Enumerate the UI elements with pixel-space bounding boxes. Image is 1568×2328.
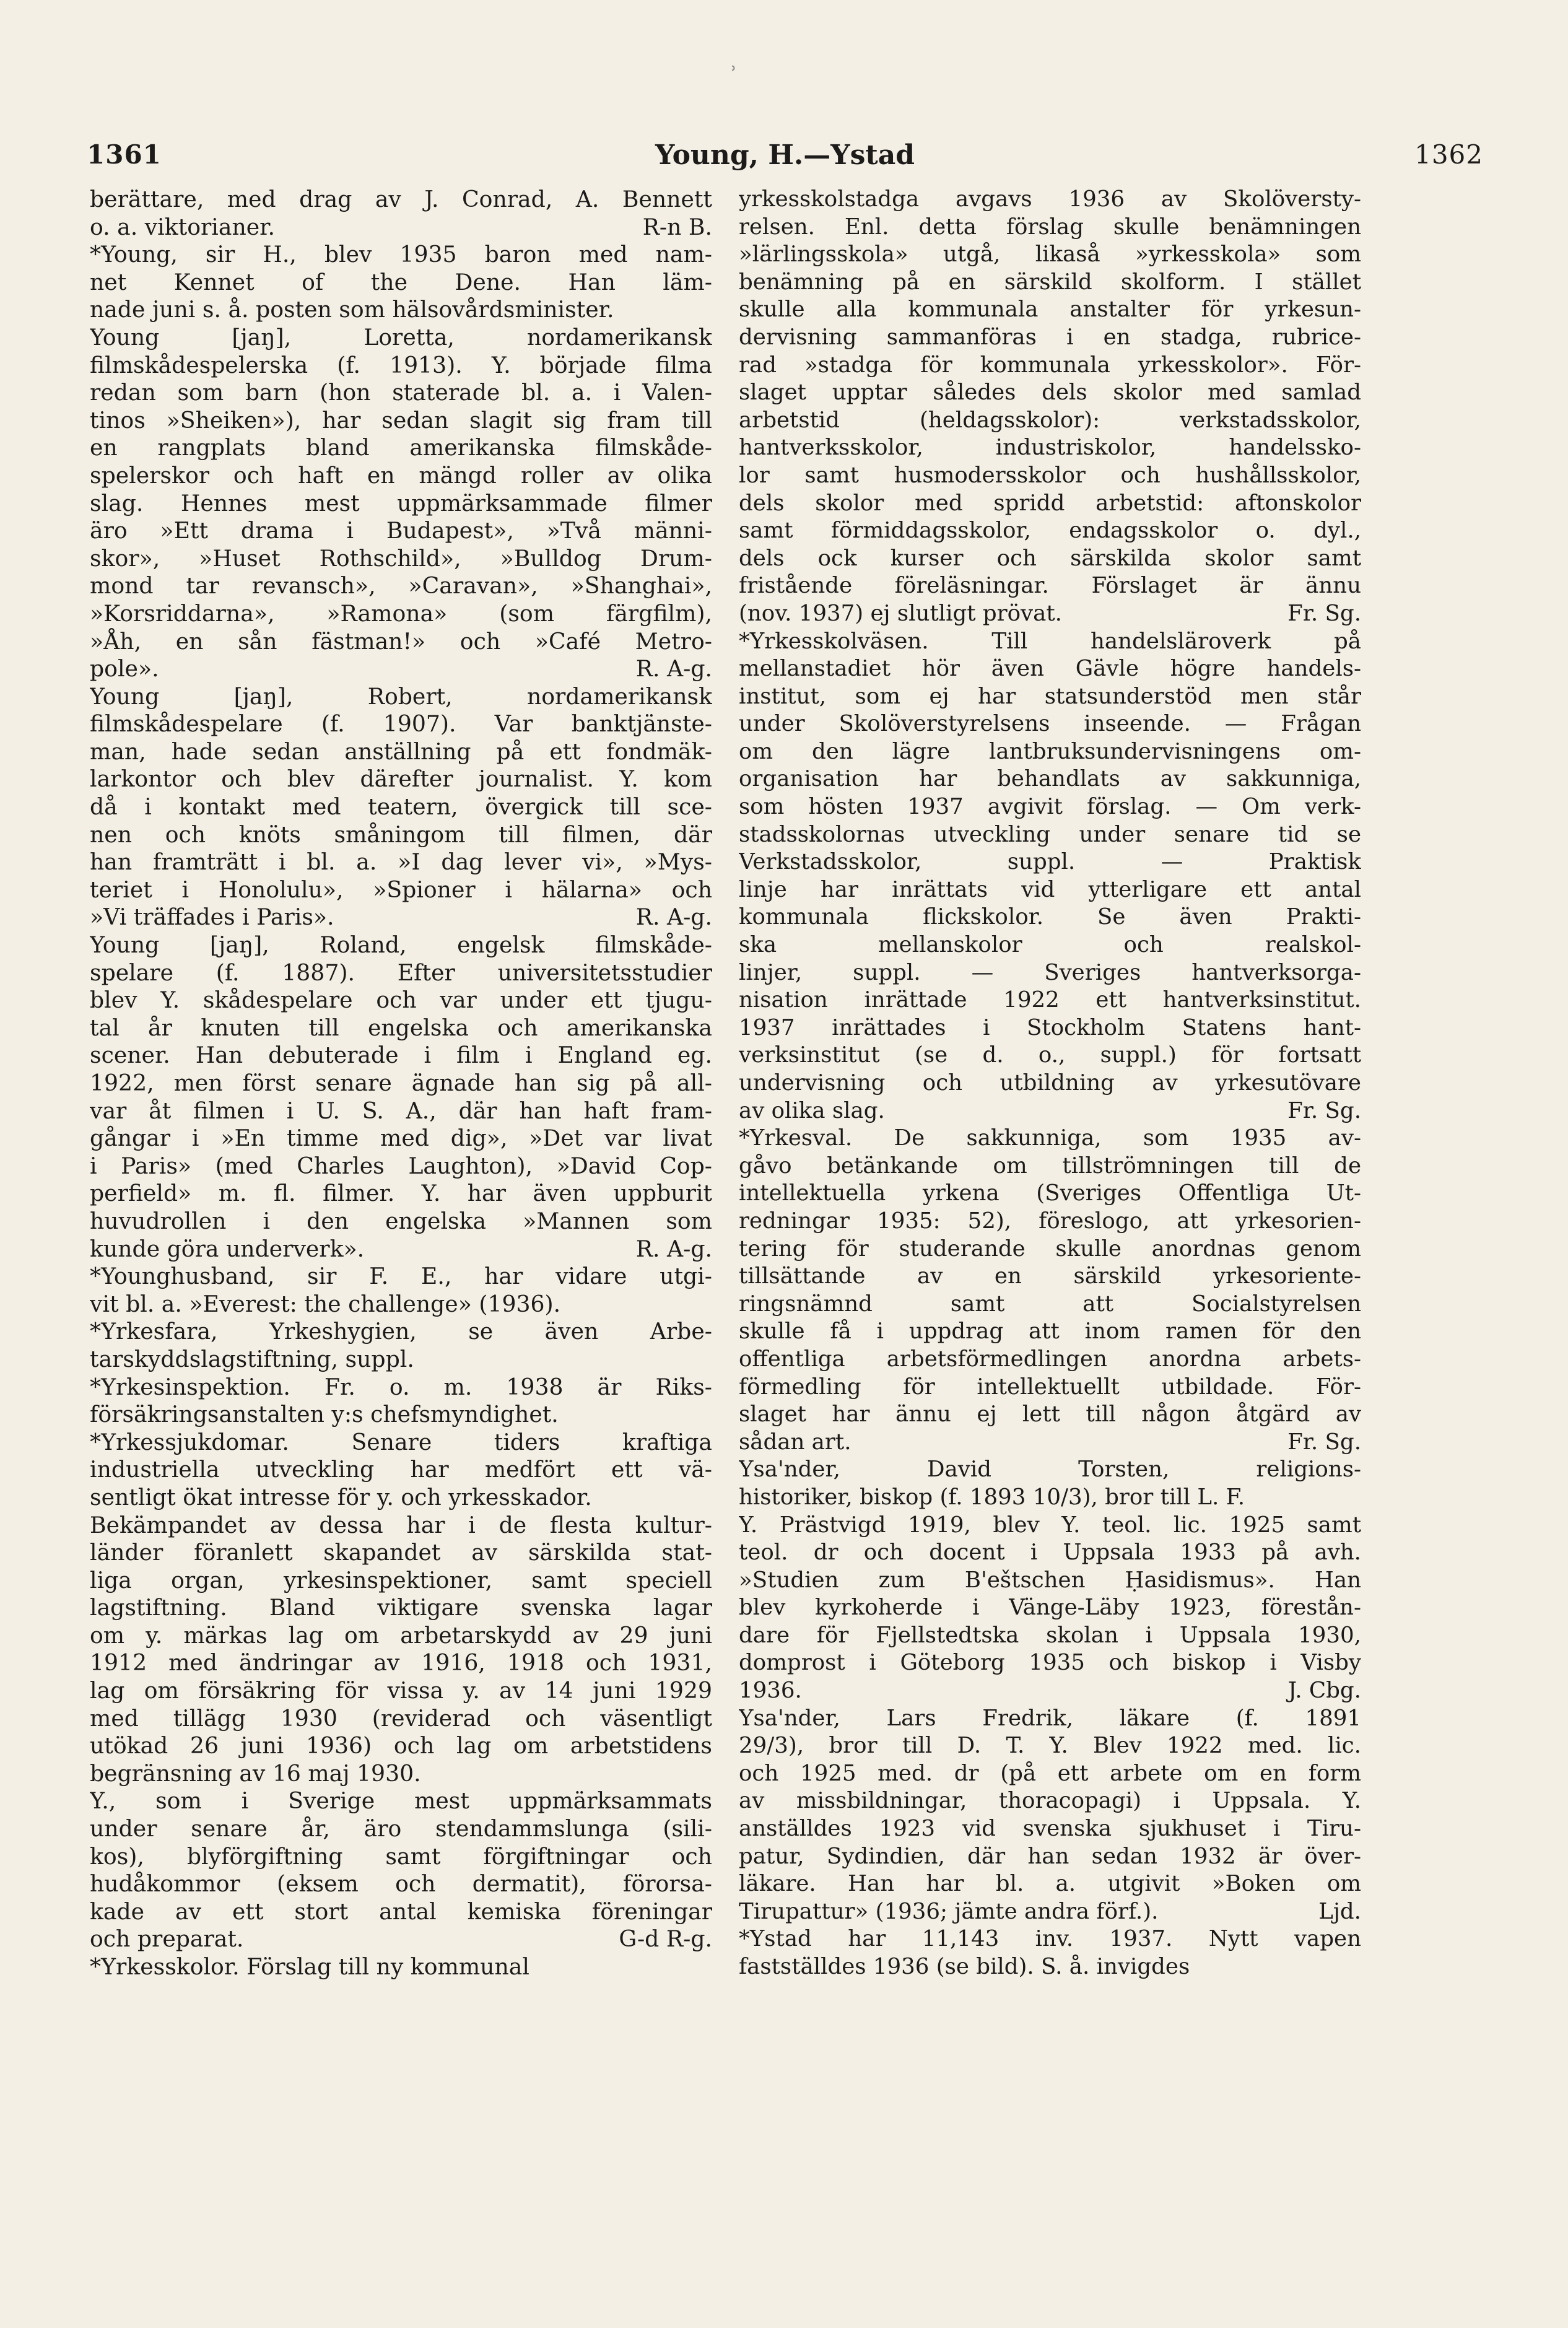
text-line: försäkringsanstalten y:s chefsmyndighet. — [90, 1401, 559, 1428]
text-fragment: o. a. viktorianer. — [90, 213, 276, 240]
text-line: tering för studerande skulle anordnas genom — [739, 1236, 1361, 1262]
text-line: skulle få i uppdrag att inom ramen för den — [739, 1319, 1361, 1345]
page-header — [87, 139, 1483, 183]
text-line: 1937 inrättades i Stockholm Statens hant- — [739, 1014, 1361, 1040]
text-line: Y. Prästvigd 1919, blev Y. teol. lic. 1925 samt — [739, 1512, 1361, 1538]
text-line — [739, 1677, 1361, 1705]
text-line: blev Y. skådespelare och var under ett tjugu- — [90, 987, 712, 1014]
text-line: Verkstadsskolor, suppl. — Praktisk — [739, 849, 1361, 875]
text-line: liga organ, yrkesinspektioner, samt speciell — [90, 1566, 712, 1593]
text-line: sentligt ökat intresse för y. och yrkesskador. — [90, 1483, 592, 1511]
text-line: organisation har behandlats av sakkunniga, — [739, 766, 1361, 792]
text-line: perfield» m. fl. filmer. Y. har även uppburit — [90, 1180, 712, 1207]
text-line: 1912 med ändringar av 1916, 1918 och 1931, — [90, 1649, 712, 1676]
text-line: linjer, suppl. — Sveriges hantverksorga- — [739, 959, 1361, 985]
text-line: då i kontakt med teatern, övergick till sce- — [90, 793, 712, 821]
text-line: huvudrollen i den engelska »Mannen som — [90, 1207, 712, 1234]
text-line: en rangplats bland amerikanska filmskåde- — [90, 434, 712, 461]
text-line: Young [jaŋ], Loretta, nordamerikansk — [90, 323, 712, 351]
text-line: *Yrkesval. De sakkunniga, som 1935 av- — [739, 1125, 1361, 1151]
text-line: verksinstitut (se d. o., suppl.) för fortsatt — [739, 1042, 1361, 1068]
text-line: scener. Han debuterade i film i England eg. — [90, 1042, 712, 1069]
text-line: Ysa'nder, David Torsten, religions- — [739, 1457, 1361, 1483]
text-line: lor samt husmodersskolor och hushållsskolor, — [739, 462, 1361, 488]
text-line — [90, 904, 712, 931]
text-line: skor», »Huset Rothschild», »Bulldog Drum- — [90, 544, 712, 572]
text-line: ska mellanskolor och realskol- — [739, 932, 1361, 958]
text-line: äro »Ett drama i Budapest», »Två männi- — [90, 517, 712, 544]
text-line: yrkesskolstadga avgavs 1936 av Skolöversty- — [739, 186, 1361, 212]
text-line: länder föranlett skapandet av särskilda stat- — [90, 1539, 712, 1566]
text-line: lag om försäkring för vissa y. av 14 juni 1929 — [90, 1677, 712, 1704]
text-line: dare för Fjellstedtska skolan i Uppsala 1930, — [739, 1622, 1361, 1648]
text-line: dels skolor med spridd arbetstid: aftonskolor — [739, 490, 1361, 516]
text-line: filmskådespelerska (f. 1913). Y. började filma — [90, 351, 712, 378]
text-line: slaget har ännu ej lett till någon åtgärd av — [739, 1402, 1361, 1428]
text-line: skulle alla kommunala anstalter för yrkesun- — [739, 297, 1361, 323]
text-line: »Korsriddarna», »Ramona» (som färgfilm), — [90, 599, 712, 627]
text-line: teol. dr och docent i Uppsala 1933 på avh. — [739, 1540, 1361, 1566]
text-line: hantverksskolor, industriskolor, handelssko- — [739, 435, 1361, 461]
text-line: *Ystad har 11,143 inv. 1937. Nytt vapen — [739, 1926, 1361, 1952]
text-line: 29/3), bror till D. T. Y. Blev 1922 med. lic. — [739, 1733, 1361, 1759]
text-line: anställdes 1923 vid svenska sjukhuset i Tiru- — [739, 1816, 1361, 1842]
text-line: undervisning och utbildning av yrkesutövare — [739, 1070, 1361, 1096]
text-line: dervisning sammanföras i en stadga, rubrice- — [739, 324, 1361, 350]
text-line: *Yrkesskolor. Förslag till ny kommunal — [90, 1953, 529, 1980]
text-line: relsen. Enl. detta förslag skulle benämningen — [739, 214, 1361, 240]
text-line: net Kennet of the Dene. Han läm- — [90, 268, 712, 295]
text-line: filmskådespelare (f. 1907). Var banktjänste- — [90, 710, 712, 738]
text-line: industriella utveckling har medfört ett vä- — [90, 1456, 712, 1483]
text-line: Young [jaŋ], Robert, nordamerikansk — [90, 682, 712, 710]
text-fragment: av olika slag. — [739, 1097, 885, 1123]
text-line: tarskyddslagstiftning, suppl. — [90, 1345, 414, 1372]
text-line: samt förmiddagsskolor, endagsskolor o. dyl., — [739, 518, 1361, 544]
text-line: med tillägg 1930 (reviderad och väsentligt — [90, 1704, 712, 1732]
text-line: Y., som i Sverige mest uppmärksammats — [90, 1787, 712, 1815]
text-line: intellektuella yrkena (Sveriges Offentliga Ut- — [739, 1180, 1361, 1206]
text-line: blev kyrkoherde i Vänge-Läby 1923, förestån- — [739, 1595, 1361, 1621]
text-line: under Skolöverstyrelsens inseende. — Frågan — [739, 711, 1361, 737]
text-line: dels ock kurser och särskilda skolor samt — [739, 545, 1361, 571]
text-line: han framträtt i bl. a. »I dag lever vi», »Mys- — [90, 848, 712, 876]
text-line: kos), blyförgiftning samt förgiftningar och — [90, 1842, 712, 1870]
text-line: gåvo betänkande om tillströmningen till de — [739, 1153, 1361, 1179]
text-line: offentliga arbetsförmedlingen anordna arbets- — [739, 1346, 1361, 1372]
text-line: *Yrkesinspektion. Fr. o. m. 1938 är Riks- — [90, 1373, 712, 1400]
text-line: nen och knöts småningom till filmen, där — [90, 821, 712, 848]
text-line: utökad 26 juni 1936) och lag om arbetstidens — [90, 1732, 712, 1759]
text-line: fristående föreläsningar. Förslaget är ännu — [739, 573, 1361, 599]
text-line: tal år knuten till engelska och amerikanska — [90, 1014, 712, 1041]
author-signature: G-d R-g. — [619, 1925, 712, 1953]
left-text-column — [90, 186, 712, 1981]
text-line — [90, 1236, 712, 1263]
text-line — [90, 214, 712, 242]
author-signature: Ljd. — [1318, 1898, 1361, 1924]
text-line: var åt filmen i U. S. A., där han haft fram- — [90, 1097, 712, 1124]
text-line: som hösten 1937 avgivit förslag. — Om verk- — [739, 794, 1361, 820]
text-line: mellanstadiet hör även Gävle högre handels- — [739, 656, 1361, 682]
text-line: begränsning av 16 maj 1930. — [90, 1759, 421, 1787]
text-line: teriet i Honolulu», »Spioner i hälarna» och — [90, 876, 712, 903]
text-line: kade av ett stort antal kemiska föreningar — [90, 1898, 712, 1925]
text-fragment: och preparat. — [90, 1925, 244, 1953]
text-fragment: Tirupattur» (1936; jämte andra förf.). — [739, 1898, 1159, 1924]
author-signature: Fr. Sg. — [1287, 1097, 1361, 1123]
text-fragment: (nov. 1937) ej slutligt prövat. — [739, 600, 1062, 626]
text-line: benämning på en särskild skolform. I stället — [739, 269, 1361, 295]
text-line — [739, 1097, 1361, 1125]
text-line: ringsnämnd samt att Socialstyrelsen — [739, 1291, 1361, 1317]
text-line: arbetstid (heldagsskolor): verkstadsskolor, — [739, 407, 1361, 433]
text-line: under senare år, äro stendammslunga (sili- — [90, 1815, 712, 1842]
text-line: i Paris» (med Charles Laughton), »David Cop- — [90, 1152, 712, 1179]
text-line: institut, som ej har statsunderstöd men står — [739, 683, 1361, 709]
text-line: *Younghusband, sir F. E., har vidare utgi- — [90, 1263, 712, 1290]
text-line: Ysa'nder, Lars Fredrik, läkare (f. 1891 — [739, 1705, 1361, 1731]
text-fragment: sådan art. — [739, 1429, 852, 1455]
text-line: om den lägre lantbruksundervisningens om- — [739, 738, 1361, 764]
author-signature: R. A-g. — [635, 904, 712, 931]
text-line: förmedling för intellektuellt utbildade. För- — [739, 1374, 1361, 1400]
text-line: läkare. Han har bl. a. utgivit »Boken om — [739, 1871, 1361, 1897]
text-line: stadsskolornas utveckling under senare tid se — [739, 821, 1361, 847]
text-line: spelerskor och haft en mängd roller av olika — [90, 461, 712, 489]
text-fragment: kunde göra underverk». — [90, 1235, 365, 1262]
margin-mark: ʾ — [731, 62, 738, 87]
text-line: slag. Hennes mest uppmärksammade filmer — [90, 489, 712, 517]
text-line: hudåkommor (eksem och dermatit), förorsa- — [90, 1870, 712, 1898]
text-line: *Yrkesfara, Yrkeshygien, se även Arbe- — [90, 1318, 712, 1345]
text-line: mond tar revansch», »Caravan», »Shanghai», — [90, 572, 712, 599]
text-fragment: »Vi träffades i Paris». — [90, 904, 334, 931]
text-line: lagstiftning. Bland viktigare svenska lagar — [90, 1594, 712, 1621]
text-line: gångar i »En timme med dig», »Det var livat — [90, 1125, 712, 1152]
text-line: slaget upptar således dels skolor med samlad — [739, 380, 1361, 406]
author-signature: R. A-g. — [635, 1235, 712, 1262]
text-line: patur, Sydindien, där han sedan 1932 är över- — [739, 1843, 1361, 1869]
author-signature: Fr. Sg. — [1287, 1429, 1361, 1455]
text-line: linje har inrättats vid ytterligare ett antal — [739, 876, 1361, 902]
text-line: larkontor och blev därefter journalist. Y. kom — [90, 765, 712, 793]
text-line — [739, 1429, 1361, 1457]
text-line — [739, 1898, 1361, 1926]
author-signature: R-n B. — [642, 213, 712, 240]
text-line: om y. märkas lag om arbetarskydd av 29 juni — [90, 1621, 712, 1649]
text-line: fastställdes 1936 (se bild). S. å. invigdes — [739, 1954, 1190, 1979]
text-fragment: 1936. — [739, 1678, 802, 1704]
text-line: spelare (f. 1887). Efter universitetsstudier — [90, 959, 712, 986]
text-line — [90, 655, 712, 683]
text-line: nisation inrättade 1922 ett hantverksinstitut. — [739, 987, 1361, 1013]
text-line: *Yrkessjukdomar. Senare tiders kraftiga — [90, 1428, 712, 1455]
text-line — [739, 600, 1361, 628]
text-line: »Åh, en sån fästman!» och »Café Metro- — [90, 627, 712, 655]
text-line: *Young, sir H., blev 1935 baron med nam- — [90, 241, 712, 268]
text-line: domprost i Göteborg 1935 och biskop i Visby — [739, 1650, 1361, 1676]
text-line: vit bl. a. »Everest: the challenge» (1936). — [90, 1290, 561, 1317]
text-line: *Yrkesskolväsen. Till handelsläroverk på — [739, 628, 1361, 654]
right-text-column — [739, 186, 1361, 1981]
text-line: och 1925 med. dr (på ett arbete om en form — [739, 1760, 1361, 1786]
text-line: kommunala flickskolor. Se även Prakti- — [739, 904, 1361, 930]
text-line: tinos »Sheiken»), har sedan slagit sig fram till — [90, 406, 712, 434]
running-title: Young, H.—Ystad — [655, 139, 915, 171]
text-line: Young [jaŋ], Roland, engelsk filmskåde- — [90, 931, 712, 959]
text-line: rad »stadga för kommunala yrkesskolor». För- — [739, 352, 1361, 378]
text-line: man, hade sedan anställning på ett fondmäk- — [90, 738, 712, 765]
author-signature: J. Cbg. — [1287, 1678, 1361, 1704]
text-line: redan som barn (hon staterade bl. a. i Valen- — [90, 379, 712, 406]
text-line: historiker, biskop (f. 1893 10/3), bror till L. F. — [739, 1484, 1245, 1510]
text-line: tillsättande av en särskild yrkesoriente- — [739, 1263, 1361, 1289]
author-signature: Fr. Sg. — [1287, 600, 1361, 626]
author-signature: R. A-g. — [635, 655, 712, 682]
page-number-right: 1362 — [1414, 139, 1483, 170]
text-line: berättare, med drag av J. Conrad, A. Bennett — [90, 186, 712, 212]
text-line: av missbildningar, thoracopagi) i Uppsala. Y. — [739, 1788, 1361, 1814]
text-line: Bekämpandet av dessa har i de flesta kultur- — [90, 1511, 712, 1538]
text-line: nade juni s. å. posten som hälsovårdsminister. — [90, 296, 614, 323]
text-line — [90, 1925, 712, 1953]
text-line: 1922, men först senare ägnade han sig på all- — [90, 1070, 712, 1096]
text-line: »Studien zum B'eštschen Ḥasidismus». Han — [739, 1567, 1361, 1593]
text-fragment: pole». — [90, 655, 159, 682]
page-number-left: 1361 — [87, 139, 162, 170]
text-line: redningar 1935: 52), föreslogo, att yrkesorien- — [739, 1208, 1361, 1234]
text-line: »lärlingsskola» utgå, likaså »yrkesskola» som — [739, 242, 1361, 268]
